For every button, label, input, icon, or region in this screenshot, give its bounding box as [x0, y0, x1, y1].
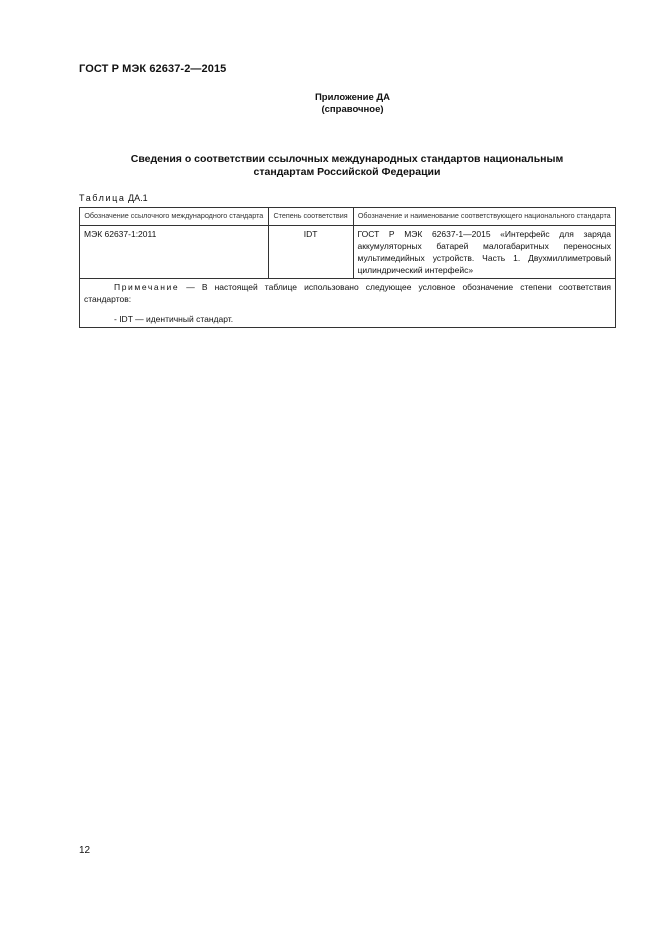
document-code: ГОСТ Р МЭК 62637-2—2015: [79, 63, 227, 75]
page-number: 12: [79, 845, 91, 856]
header-intl-standard: Обозначение ссылочного международного стандарта: [80, 208, 269, 226]
table-caption-number: ДА.1: [128, 193, 148, 203]
note-label: Примечание: [114, 282, 180, 292]
cell-national-standard: ГОСТ Р МЭК 62637-1—2015 «Интерфейс для заряда аккумуляторных батарей малогабаритных переносных мультимедийных устройств. Часть 1. Двухмиллиметровый цилиндрический интерфейс»: [353, 226, 616, 279]
table-note: [80, 279, 616, 328]
header-degree: Степень соответствия: [268, 208, 353, 226]
table-note-row: [80, 279, 616, 328]
section-title-line-1: Сведения о соответствии ссылочных международных стандартов национальным: [130, 153, 564, 165]
table-caption: [79, 193, 148, 203]
section-title: [79, 153, 615, 179]
table-header-row: [80, 208, 616, 226]
annex-title: Приложение ДА: [314, 92, 391, 103]
annex-heading: [0, 92, 661, 116]
header-national-standard: Обозначение и наименование соответствующего национального стандарта: [353, 208, 616, 226]
section-title-line-2: стандартам Российской Федерации: [253, 166, 441, 178]
correspondence-table: [79, 207, 616, 328]
note-item: - IDT — идентичный стандарт.: [114, 314, 234, 324]
table-row: [80, 226, 616, 279]
cell-degree: IDT: [268, 226, 353, 279]
annex-subtitle: (справочное): [321, 104, 384, 115]
table-caption-word: Таблица: [79, 193, 126, 203]
cell-intl-standard: МЭК 62637-1:2011: [80, 226, 269, 279]
note-text: — В настоящей таблице использовано следующее условное обозначение степени соответствия стандартов:: [84, 282, 611, 304]
